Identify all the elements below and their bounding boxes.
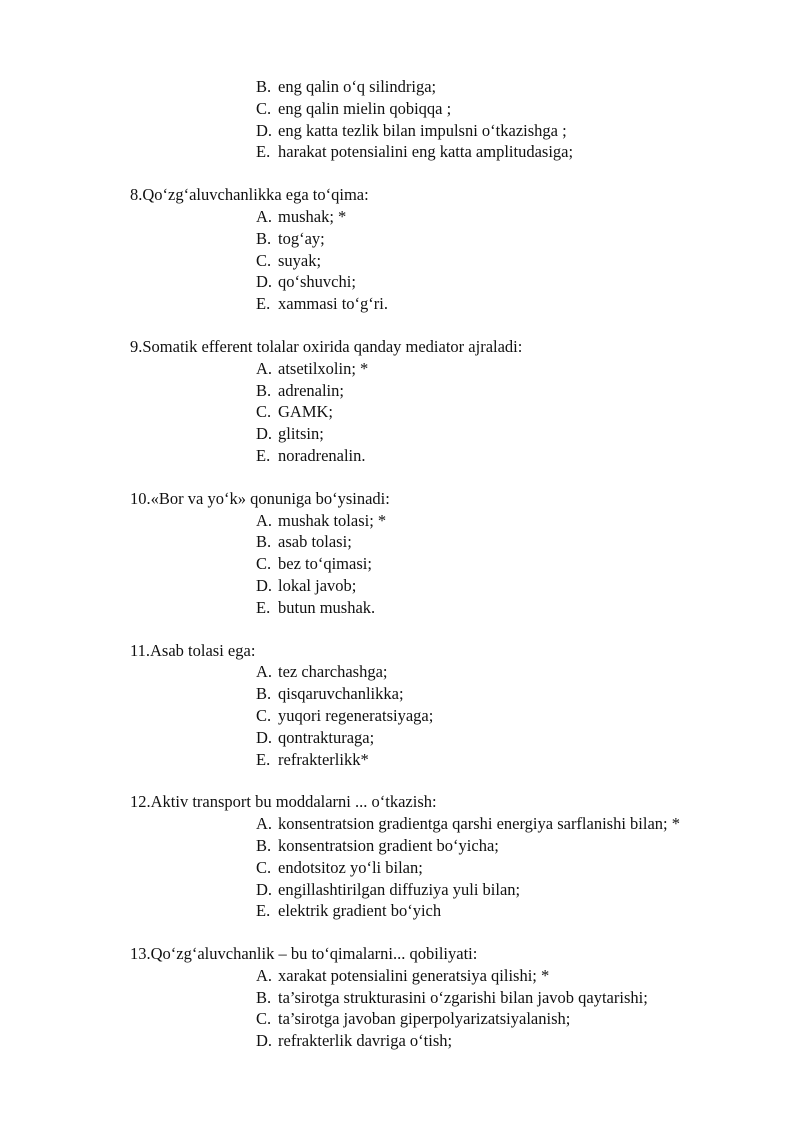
option-letter: A. <box>256 814 273 834</box>
option-letter: D. <box>256 727 273 747</box>
option-letter: E. <box>256 294 271 314</box>
options-list <box>0 813 800 922</box>
option-item <box>0 575 800 597</box>
option-letter: C. <box>256 705 272 725</box>
option-text: noradrenalin. <box>278 445 366 465</box>
option-item <box>0 597 800 619</box>
option-item <box>0 727 800 749</box>
option-letter: C. <box>256 857 272 877</box>
option-text: elektrik gradient bo‘yich <box>278 901 442 921</box>
option-item <box>0 857 800 879</box>
option-text: ta’sirotga strukturasini o‘zgarishi bilan javob qaytarishi; <box>278 987 648 1007</box>
option-letter: A. <box>256 358 273 378</box>
option-letter: A. <box>256 662 273 682</box>
option-text: tog‘ay; <box>278 228 325 248</box>
option-item <box>0 1008 800 1030</box>
question-text: 9.Somatik efferent tolalar oxirida qanday mediator ajraladi: <box>130 336 523 356</box>
option-letter: C. <box>256 250 272 270</box>
option-text: glitsin; <box>278 424 324 444</box>
option-letter: C. <box>256 98 272 118</box>
option-text: refrakterlikk* <box>278 749 369 769</box>
document-page <box>0 76 800 1052</box>
question-block <box>0 488 800 619</box>
option-item <box>0 661 800 683</box>
option-item <box>0 683 800 705</box>
question-block <box>0 791 800 922</box>
option-text: xammasi to‘g‘ri. <box>278 294 388 314</box>
question-block <box>0 640 800 771</box>
option-item <box>0 206 800 228</box>
option-text: endotsitoz yo‘li bilan; <box>278 857 423 877</box>
option-letter: E. <box>256 597 271 617</box>
option-text: qontrakturaga; <box>278 727 375 747</box>
option-text: suyak; <box>278 250 322 270</box>
option-letter: B. <box>256 532 272 552</box>
options-list <box>0 510 800 619</box>
option-item <box>0 987 800 1009</box>
option-letter: D. <box>256 1031 273 1051</box>
option-letter: E. <box>256 901 271 921</box>
option-letter: D. <box>256 424 273 444</box>
option-item <box>0 293 800 315</box>
option-item <box>0 76 800 98</box>
option-text: butun mushak. <box>278 597 376 617</box>
option-text: konsentratsion gradientga qarshi energiya sarflanishi bilan; * <box>278 814 681 834</box>
option-letter: A. <box>256 510 273 530</box>
option-letter: E. <box>256 445 271 465</box>
option-item <box>0 813 800 835</box>
option-letter: B. <box>256 77 272 96</box>
leading-options-block <box>0 76 800 163</box>
options-list <box>0 76 800 163</box>
option-text: yuqori regeneratsiyaga; <box>278 705 434 725</box>
option-item <box>0 510 800 532</box>
option-item <box>0 401 800 423</box>
option-item <box>0 1030 800 1052</box>
question-block <box>0 184 800 315</box>
options-list <box>0 206 800 315</box>
option-item <box>0 120 800 142</box>
option-letter: B. <box>256 987 272 1007</box>
option-item <box>0 879 800 901</box>
option-item <box>0 228 800 250</box>
option-text: harakat potensialini eng katta amplitudasiga; <box>278 142 574 162</box>
option-item <box>0 749 800 771</box>
option-letter: C. <box>256 1009 272 1029</box>
option-letter: B. <box>256 835 272 855</box>
option-text: mushak tolasi; * <box>278 510 387 530</box>
question-text: 13.Qo‘zg‘aluvchanlik – bu to‘qimalarni... qobiliyati: <box>130 944 478 964</box>
option-letter: B. <box>256 684 272 704</box>
option-letter: D. <box>256 272 273 292</box>
option-text: lokal javob; <box>278 575 357 595</box>
option-item <box>0 141 800 163</box>
option-text: ta’sirotga javoban giperpolyarizatsiyalanish; <box>278 1009 571 1029</box>
questions-list <box>0 184 800 1052</box>
option-text: bez to‘qimasi; <box>278 554 372 574</box>
option-item <box>0 965 800 987</box>
options-list <box>0 965 800 1052</box>
option-text: eng katta tezlik bilan impulsni o‘tkazishga ; <box>278 120 567 140</box>
option-item <box>0 445 800 467</box>
option-text: eng qalin o‘q silindriga; <box>278 77 437 96</box>
option-text: GAMK; <box>278 402 334 422</box>
option-item <box>0 358 800 380</box>
question-text: 11.Asab tolasi ega: <box>130 640 256 660</box>
option-item <box>0 250 800 272</box>
option-letter: D. <box>256 879 273 899</box>
option-letter: D. <box>256 575 273 595</box>
option-text: refrakterlik davriga o‘tish; <box>278 1031 453 1051</box>
option-letter: A. <box>256 965 273 985</box>
option-item <box>0 423 800 445</box>
option-text: eng qalin mielin qobiqqa ; <box>278 98 452 118</box>
options-list <box>0 358 800 467</box>
option-letter: B. <box>256 380 272 400</box>
option-item <box>0 835 800 857</box>
option-text: engillashtirilgan diffuziya yuli bilan; <box>278 879 521 899</box>
options-list <box>0 661 800 770</box>
option-item <box>0 705 800 727</box>
question-text: 8.Qo‘zg‘aluvchanlikka ega to‘qima: <box>130 185 369 205</box>
option-text: qisqaruvchanlikka; <box>278 684 404 704</box>
option-text: qo‘shuvchi; <box>278 272 356 292</box>
option-text: atsetilxolin; * <box>278 358 369 378</box>
question-block <box>0 943 800 1052</box>
option-letter: E. <box>256 749 271 769</box>
option-letter: C. <box>256 402 272 422</box>
option-text: asab tolasi; <box>278 532 352 552</box>
option-letter: E. <box>256 142 271 162</box>
option-text: xarakat potensialini generatsiya qilishi; * <box>278 965 550 985</box>
option-letter: A. <box>256 206 273 226</box>
option-item <box>0 553 800 575</box>
option-item <box>0 380 800 402</box>
option-text: adrenalin; <box>278 380 344 400</box>
option-text: tez charchashga; <box>278 662 388 682</box>
question-block <box>0 336 800 467</box>
option-item <box>0 271 800 293</box>
question-text: 10.«Bor va yo‘k» qonuniga bo‘ysinadi: <box>130 488 390 508</box>
question-text: 12.Aktiv transport bu moddalarni ... o‘tkazish: <box>130 792 437 812</box>
option-item <box>0 900 800 922</box>
option-item <box>0 98 800 120</box>
option-text: mushak; * <box>278 206 347 226</box>
option-letter: D. <box>256 120 273 140</box>
option-text: konsentratsion gradient bo‘yicha; <box>278 835 499 855</box>
option-item <box>0 531 800 553</box>
option-letter: B. <box>256 228 272 248</box>
option-letter: C. <box>256 554 272 574</box>
